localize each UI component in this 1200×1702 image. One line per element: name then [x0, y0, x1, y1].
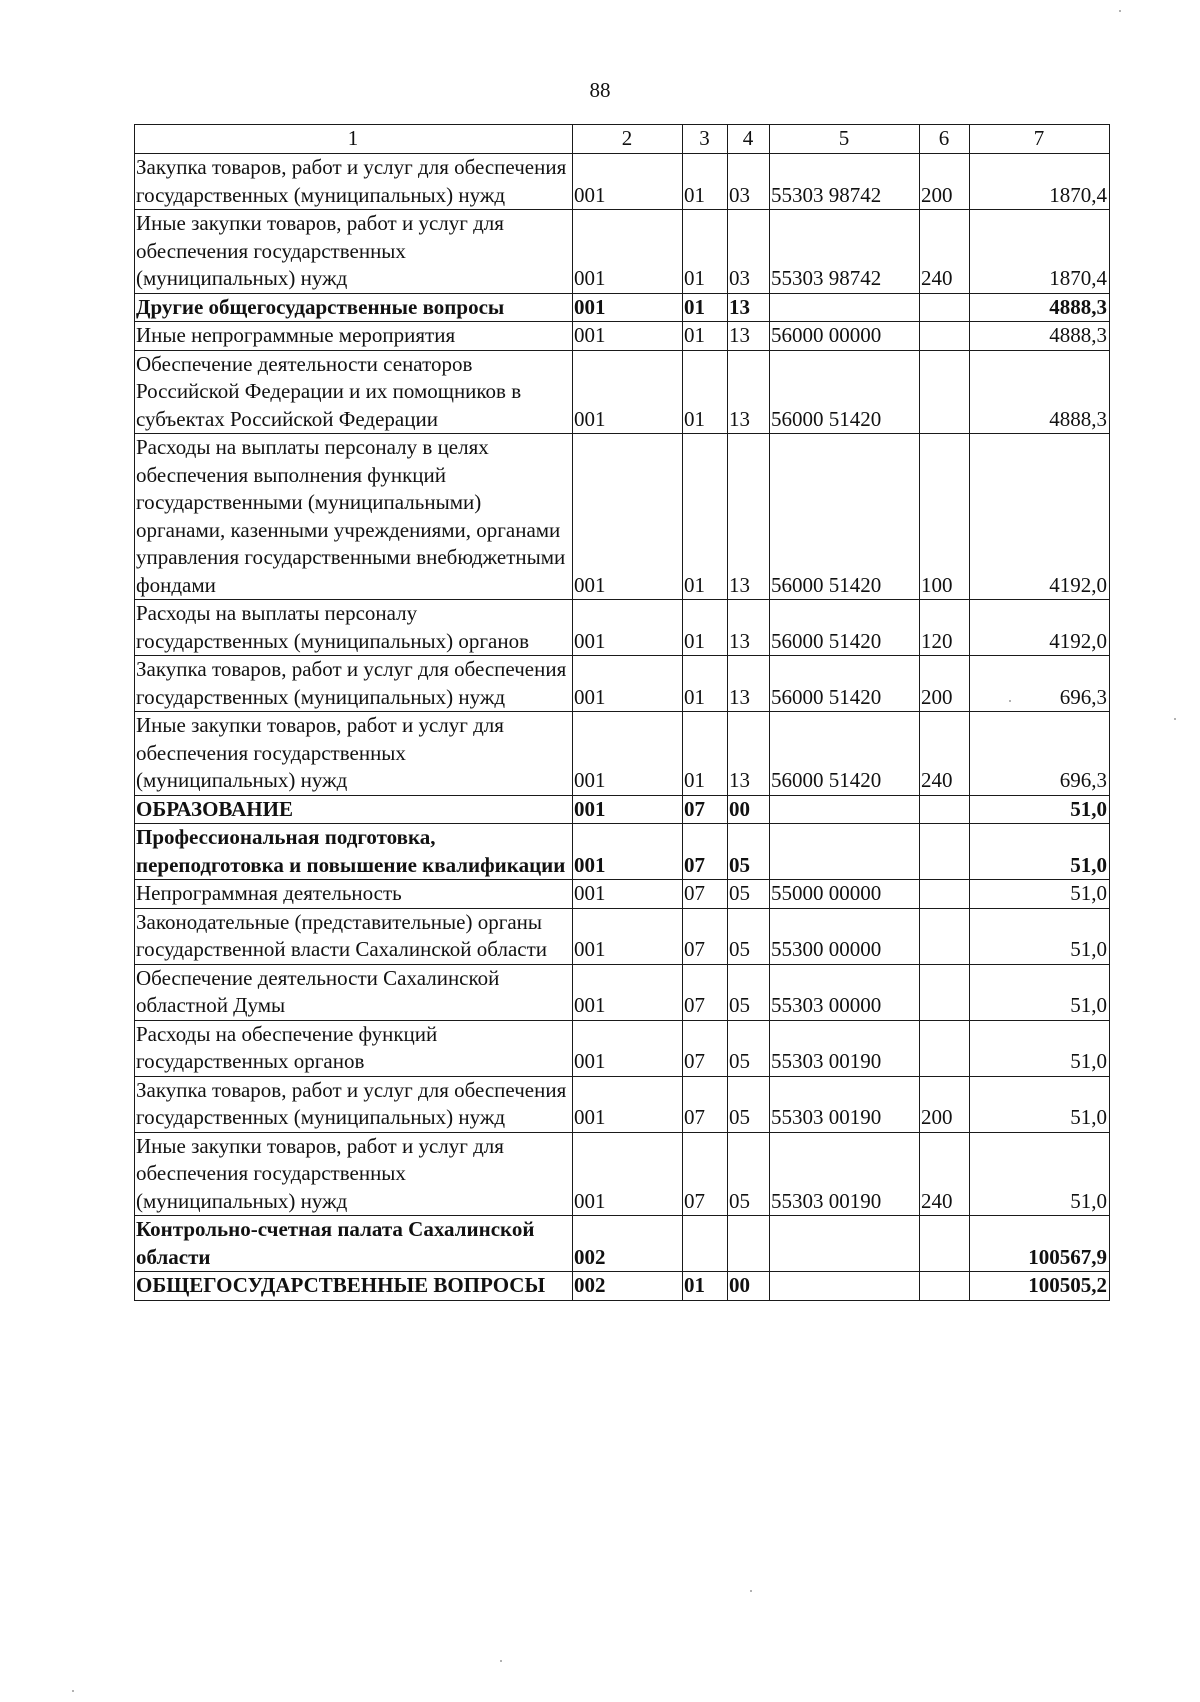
row-code-cell [770, 1216, 920, 1272]
row-name-cell: Профессиональная подготовка, переподготовка и повышение квалификации [135, 824, 573, 880]
row-col3-cell: 07 [683, 880, 728, 909]
row-col2-cell: 001 [573, 1076, 683, 1132]
row-col3-cell: 01 [683, 210, 728, 294]
row-col6-cell: 240 [920, 210, 970, 294]
row-code-cell: 56000 51420 [770, 712, 920, 796]
column-header-3: 3 [683, 125, 728, 154]
row-amount-cell: 51,0 [970, 908, 1110, 964]
row-col3-cell: 01 [683, 434, 728, 600]
table-row [135, 880, 1110, 909]
row-col3-cell: 01 [683, 322, 728, 351]
row-col3-cell: 01 [683, 600, 728, 656]
row-code-cell [770, 1272, 920, 1301]
row-name-cell: Законодательные (представительные) органы государственной власти Сахалинской области [135, 908, 573, 964]
row-col3-cell: 01 [683, 154, 728, 210]
table-row [135, 1020, 1110, 1076]
row-col6-cell: 200 [920, 154, 970, 210]
column-header-1: 1 [135, 125, 573, 154]
row-col2-cell: 002 [573, 1272, 683, 1301]
row-col6-cell [920, 322, 970, 351]
row-code-cell: 56000 51420 [770, 656, 920, 712]
row-col3-cell: 07 [683, 1020, 728, 1076]
row-amount-cell: 51,0 [970, 824, 1110, 880]
table-header-row [135, 125, 1110, 154]
column-header-7: 7 [970, 125, 1110, 154]
row-col2-cell: 001 [573, 1132, 683, 1216]
row-name-cell: Иные закупки товаров, работ и услуг для обеспечения государственных (муниципальных) нужд [135, 1132, 573, 1216]
row-col4-cell: 05 [728, 964, 770, 1020]
scan-speck [500, 1660, 502, 1662]
row-col4-cell: 03 [728, 154, 770, 210]
column-header-4: 4 [728, 125, 770, 154]
row-name-cell: ОБРАЗОВАНИЕ [135, 795, 573, 824]
row-amount-cell: 1870,4 [970, 154, 1110, 210]
row-col3-cell: 07 [683, 1076, 728, 1132]
row-name-cell: Обеспечение деятельности сенаторов Российской Федерации и их помощников в субъектах Российской Федерации [135, 350, 573, 434]
row-col3-cell: 07 [683, 908, 728, 964]
column-header-2: 2 [573, 125, 683, 154]
row-col6-cell [920, 1216, 970, 1272]
row-col4-cell: 05 [728, 1132, 770, 1216]
row-name-cell: Иные закупки товаров, работ и услуг для обеспечения государственных (муниципальных) нужд [135, 210, 573, 294]
row-col6-cell: 240 [920, 712, 970, 796]
row-code-cell: 56000 51420 [770, 600, 920, 656]
row-amount-cell: 4888,3 [970, 293, 1110, 322]
row-col2-cell: 001 [573, 350, 683, 434]
row-col4-cell: 00 [728, 795, 770, 824]
row-col2-cell: 002 [573, 1216, 683, 1272]
row-code-cell [770, 795, 920, 824]
row-name-cell: Закупка товаров, работ и услуг для обеспечения государственных (муниципальных) нужд [135, 1076, 573, 1132]
row-col4-cell: 13 [728, 293, 770, 322]
column-header-5: 5 [770, 125, 920, 154]
budget-table [134, 124, 1110, 1301]
row-amount-cell: 4888,3 [970, 322, 1110, 351]
table-row [135, 350, 1110, 434]
row-amount-cell: 51,0 [970, 964, 1110, 1020]
row-col4-cell: 05 [728, 824, 770, 880]
row-name-cell: Закупка товаров, работ и услуг для обеспечения государственных (муниципальных) нужд [135, 154, 573, 210]
row-col6-cell [920, 880, 970, 909]
table-row [135, 293, 1110, 322]
row-code-cell [770, 293, 920, 322]
row-col4-cell: 13 [728, 350, 770, 434]
row-col4-cell: 13 [728, 600, 770, 656]
row-code-cell: 55303 98742 [770, 154, 920, 210]
row-col6-cell [920, 293, 970, 322]
table-row [135, 824, 1110, 880]
row-col6-cell [920, 824, 970, 880]
row-amount-cell: 4192,0 [970, 434, 1110, 600]
row-col2-cell: 001 [573, 880, 683, 909]
table-row [135, 908, 1110, 964]
row-col6-cell [920, 1020, 970, 1076]
row-col6-cell: 200 [920, 1076, 970, 1132]
row-col3-cell: 01 [683, 656, 728, 712]
scan-speck [1009, 700, 1011, 702]
row-code-cell: 55000 00000 [770, 880, 920, 909]
row-name-cell: Расходы на выплаты персоналу государственных (муниципальных) органов [135, 600, 573, 656]
row-code-cell: 56000 51420 [770, 350, 920, 434]
row-name-cell: Закупка товаров, работ и услуг для обеспечения государственных (муниципальных) нужд [135, 656, 573, 712]
row-col2-cell: 001 [573, 964, 683, 1020]
row-name-cell: Непрограммная деятельность [135, 880, 573, 909]
row-col3-cell: 07 [683, 964, 728, 1020]
row-col2-cell: 001 [573, 293, 683, 322]
row-code-cell: 55300 00000 [770, 908, 920, 964]
row-name-cell: Другие общегосударственные вопросы [135, 293, 573, 322]
row-col2-cell: 001 [573, 322, 683, 351]
table-row [135, 1132, 1110, 1216]
row-code-cell: 55303 00000 [770, 964, 920, 1020]
row-name-cell: Иные непрограммные мероприятия [135, 322, 573, 351]
row-amount-cell: 4192,0 [970, 600, 1110, 656]
row-col2-cell: 001 [573, 600, 683, 656]
row-code-cell: 55303 00190 [770, 1020, 920, 1076]
table-row [135, 1272, 1110, 1301]
page-number: 88 [589, 78, 611, 102]
row-col6-cell: 240 [920, 1132, 970, 1216]
row-col4-cell: 13 [728, 656, 770, 712]
row-amount-cell: 51,0 [970, 1132, 1110, 1216]
row-col4-cell [728, 1216, 770, 1272]
row-col6-cell [920, 1272, 970, 1301]
scan-speck [750, 1590, 752, 1592]
row-col6-cell: 120 [920, 600, 970, 656]
row-col4-cell: 13 [728, 434, 770, 600]
table-row [135, 1076, 1110, 1132]
row-col4-cell: 05 [728, 1020, 770, 1076]
row-col6-cell [920, 964, 970, 1020]
row-name-cell: ОБЩЕГОСУДАРСТВЕННЫЕ ВОПРОСЫ [135, 1272, 573, 1301]
row-col2-cell: 001 [573, 210, 683, 294]
row-col4-cell: 00 [728, 1272, 770, 1301]
table-row [135, 712, 1110, 796]
table-row [135, 1216, 1110, 1272]
row-col2-cell: 001 [573, 795, 683, 824]
table-row [135, 434, 1110, 600]
table-row [135, 154, 1110, 210]
table-body [135, 154, 1110, 1301]
row-code-cell [770, 824, 920, 880]
row-col2-cell: 001 [573, 656, 683, 712]
row-col3-cell: 01 [683, 350, 728, 434]
row-col3-cell: 01 [683, 712, 728, 796]
row-col3-cell: 01 [683, 1272, 728, 1301]
row-col2-cell: 001 [573, 908, 683, 964]
row-col3-cell: 07 [683, 795, 728, 824]
row-col2-cell: 001 [573, 712, 683, 796]
row-name-cell: Обеспечение деятельности Сахалинской областной Думы [135, 964, 573, 1020]
row-amount-cell: 51,0 [970, 1020, 1110, 1076]
row-name-cell: Расходы на выплаты персоналу в целях обеспечения выполнения функций государственными (муниципальными) органами, казенными учреждениями, органами управления государственными внебюджетными фондами [135, 434, 573, 600]
row-col4-cell: 05 [728, 908, 770, 964]
row-code-cell: 56000 00000 [770, 322, 920, 351]
row-col3-cell [683, 1216, 728, 1272]
row-code-cell: 55303 98742 [770, 210, 920, 294]
row-col4-cell: 13 [728, 322, 770, 351]
scan-speck [1174, 718, 1176, 720]
row-col6-cell [920, 795, 970, 824]
scan-speck [1119, 10, 1121, 12]
row-amount-cell: 1870,4 [970, 210, 1110, 294]
row-code-cell: 56000 51420 [770, 434, 920, 600]
row-amount-cell: 100567,9 [970, 1216, 1110, 1272]
row-col2-cell: 001 [573, 434, 683, 600]
row-amount-cell: 4888,3 [970, 350, 1110, 434]
row-code-cell: 55303 00190 [770, 1076, 920, 1132]
column-header-6: 6 [920, 125, 970, 154]
row-amount-cell: 51,0 [970, 1076, 1110, 1132]
row-col2-cell: 001 [573, 1020, 683, 1076]
row-name-cell: Иные закупки товаров, работ и услуг для обеспечения государственных (муниципальных) нужд [135, 712, 573, 796]
table-row [135, 600, 1110, 656]
row-code-cell: 55303 00190 [770, 1132, 920, 1216]
row-col4-cell: 03 [728, 210, 770, 294]
table-row [135, 964, 1110, 1020]
row-amount-cell: 696,3 [970, 656, 1110, 712]
row-col3-cell: 01 [683, 293, 728, 322]
row-col4-cell: 05 [728, 880, 770, 909]
table-row [135, 210, 1110, 294]
row-col6-cell [920, 350, 970, 434]
row-name-cell: Контрольно-счетная палата Сахалинской области [135, 1216, 573, 1272]
table-row [135, 656, 1110, 712]
row-col6-cell [920, 908, 970, 964]
row-col3-cell: 07 [683, 1132, 728, 1216]
row-col3-cell: 07 [683, 824, 728, 880]
row-amount-cell: 51,0 [970, 880, 1110, 909]
row-col4-cell: 05 [728, 1076, 770, 1132]
row-name-cell: Расходы на обеспечение функций государственных органов [135, 1020, 573, 1076]
row-col6-cell: 200 [920, 656, 970, 712]
row-col2-cell: 001 [573, 824, 683, 880]
table-row [135, 322, 1110, 351]
row-amount-cell: 696,3 [970, 712, 1110, 796]
table-row [135, 795, 1110, 824]
row-amount-cell: 100505,2 [970, 1272, 1110, 1301]
row-amount-cell: 51,0 [970, 795, 1110, 824]
row-col2-cell: 001 [573, 154, 683, 210]
scan-speck [72, 1690, 74, 1692]
row-col4-cell: 13 [728, 712, 770, 796]
row-col6-cell: 100 [920, 434, 970, 600]
